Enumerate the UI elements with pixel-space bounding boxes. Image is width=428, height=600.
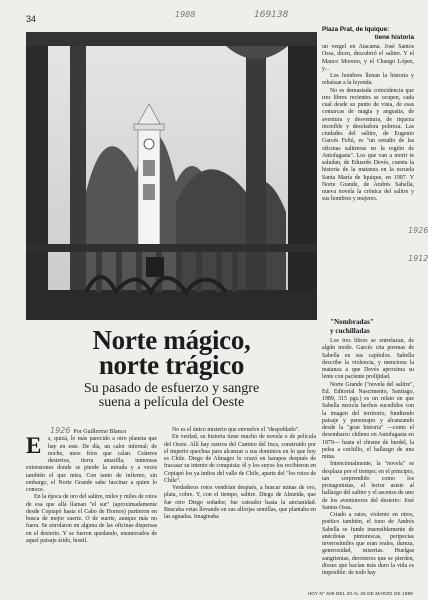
- paragraph: Verdaderos rotos vendrían después, a buscar minas de oro, plata, cobre. Y, con el tiempo, salitre. Diego de Almeida, que fue otro Diego soñador, fue cateador hasta la ancianidad. Buscaba vetas llevando en sus alforjas semillas, que plantaba en las aguadas. Imaginaba: [164, 485, 316, 520]
- byline: [50, 427, 157, 436]
- handwritten-margin-year-2: 1912: [408, 254, 428, 263]
- right-column-top: [322, 44, 414, 204]
- article-headline: [26, 325, 317, 380]
- drop-cap: E: [26, 433, 42, 459]
- byline-author: Por Guillermo Blanco: [73, 429, 127, 435]
- page-number: 34: [26, 14, 37, 24]
- paragraph: Los hombres llenan la historia y rebalsan a la leyenda.: [322, 73, 414, 87]
- caption-location: Plaza Prat, de Iquique:: [322, 26, 390, 33]
- page-footer: HOY N° 609 DEL 20 AL 26 DE MARZO DE 1989: [307, 591, 413, 596]
- handwritten-margin-year-1: 1926: [408, 226, 428, 235]
- paragraph: Intencionalmente, la "novela" se desplaza por el tiempo; en el principio, tan sorprendido como los protagonistas, el lector asiste al hallazgo del salitre y el ascenso de uno de los aventureros del desierto: José Santos Ossa.: [322, 461, 414, 511]
- paragraph: En verdad, su historia tiene mucho de novela o de película del Oeste. Allí hay rastros del Camino del Inca, construido por el imperio quechua para alcanzar a sus dominios en lo que hoy es Chile. Diego de Almagro lo cruzó en harapos después de fracasar su intento de conquista: él y los suyos los recibieron en Copiapó los ya indios del valle de Chile, aparte del "los rotos de Chile".: [164, 434, 316, 484]
- paragraph: No es demasiada coincidencia que tres libros recientes se ocupen, cada cual desde su punto de vista, de esas comarcas de magia y angustia, de aventura y desventura, de riqueza increíble y desoladora pobreza. Las ciudades del salitre, de Eugenio Garcés Feliú, es "un estudio de las oficinas salitreras en la región de Antofagasta". Los que van a morir te saludan, de Eduardo Devés, cuenta la historia de la matanza en la escuela Santa María de Iquique, en 1907. Y Norte Grande, de Andrés Sabella, nueva novela la crónica del salitre y sus hombres y mujeres.: [322, 87, 414, 203]
- article-subtitle: [26, 382, 317, 410]
- handwritten-note-top: 1988: [175, 10, 196, 19]
- paragraph: Los tres libros se entrelazan, de algún modo. Garcés cita poemas de Sabella en sus capítulos. Sabella describe la violencia, y menciona la matanza a que Devés aproxima su lente con paciente prolijidad.: [322, 338, 414, 381]
- left-column: [26, 427, 157, 545]
- subtitle-line-1: Su pasado de esfuerzo y sangre: [83, 381, 260, 396]
- plaza-prat-photo: [26, 32, 317, 320]
- paragraph: Criado a ratos, violento en otros, poético también, el tono de Andrés Sabella se funde insensiblemente de anécdotas pintorescas, peripecias inverosímiles que eran reales, dureza, generosidad, miserias. Huelgas sangrientas, derroteros que se pierden, dioses que hacían más duro la vida es imposible: de todo hay: [322, 512, 414, 576]
- paragraph: No es el único misterio que envuelve el "despoblado".: [172, 427, 300, 433]
- right-column-middle: [322, 315, 414, 577]
- photo-caption: [322, 26, 414, 41]
- section-subhead-2: y cuchilladas: [330, 326, 370, 335]
- handwritten-archive-number: 169138: [254, 10, 289, 20]
- paragraph: s, quizá, lo más parecido a otro planeta que hay en este. De día, un calor infernal; de noche, unos fríos que calan. Cráteres desiertos, tierra amarilla, inmensas extensiones donde se pierde la mirada y a veces también el que mira. Con tanto de infierno, sin embargo, el Norte Grande sabe fascinar a quien lo conoce.: [26, 436, 157, 493]
- paragraph: Norte Grande ("novela del salitre", Ed. Editorial Nascimento, Santiago, 1989, 315 pgs.) es un relato en que Sabella mezcla hechos sucedidos con la imagen del territorio, fundiendo paisaje y personajes y alcanzando desde la "gran historia" —como el desembarco chileno en Antofagasta en 1879— hasta el chisme de burdel, la pelea a cuchillo, el hallazgo de una mina.: [322, 381, 414, 460]
- section-subhead-1: "Nombradas": [330, 318, 374, 326]
- headline-line-2: norte trágico: [98, 350, 245, 380]
- headline-line-1: Norte mágico,: [92, 325, 251, 355]
- paragraph: un vergel en Atacama. José Santos Ossa, dicen, descubrió el salitre. Y el Manco Moreno, y el Chango López, y...: [322, 44, 414, 72]
- center-column: [164, 427, 316, 521]
- handwritten-byline-year: 1926: [50, 426, 71, 435]
- paragraph: En la época de oro del salitre, miles y miles de rotos de esa que allá llaman "el sur" (aproximadamente desde Copiapó hasta el Cabo de Hornos) partieron en busca de mejor suerte. O de suerte, aunque más no fuera. Se enrolaron en alguna de las oficinas dispersas en el desierto. Y se fueron quedando, enamorados de aquel paisaje árido, hostil.: [26, 494, 158, 544]
- subtitle-line-2: suena a película del Oeste: [98, 395, 245, 410]
- caption-text: tiene historia: [374, 33, 414, 41]
